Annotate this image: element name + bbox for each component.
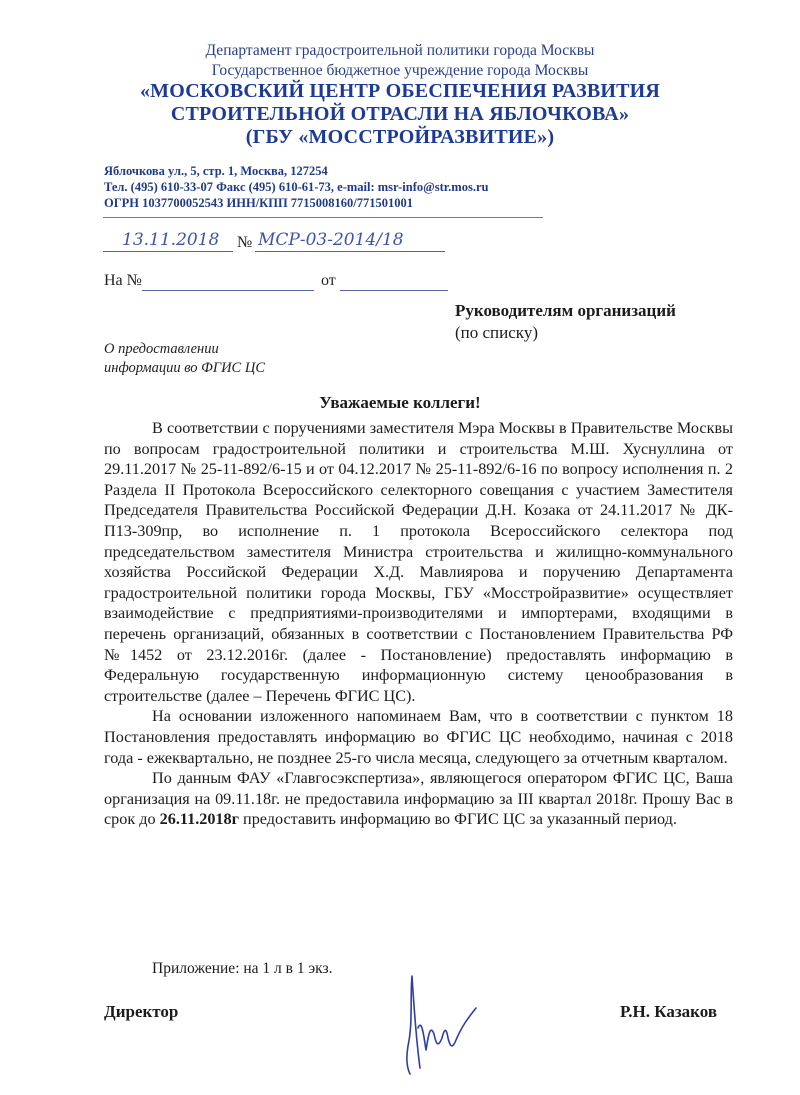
appendix-note: Приложение: на 1 л в 1 экз. <box>152 960 333 977</box>
reply-number-underline <box>142 290 314 291</box>
greeting: Уважаемые коллеги! <box>319 393 481 412</box>
body-paragraph-1: В соответствии с поручениями заместителя Мэра Москвы в Правительстве Москвы по вопросам градостроительной политики и строительства М.Ш. Хуснуллина от 29.11.2017 № 25-11-892/6-15 и от 04.12.2017 № 25-11-892/6-16 по вопросу исполнения п. 2 Раздела II Протокола Всероссийского селекторного совещания с участием Заместителя Председателя Правительства Российской Федерации Д.Н. Козака от 24.11.2017 № ДК-П13-309пр, во исполнение п. 1 протокола Всероссийского селектора под председательством заместителя Министра строительства и жилищно-коммунального хозяйства Российской Федерации Х.Д. Мавлиярова и поручению Департамента градостроительной политики города Москвы, ГБУ «Мосстройразвитие» осуществляет взаимодействие с предприятиями-производителями и импортерами, входящими в перечень организаций, обязанных в соответствии с Постановлением Правительства РФ №1452 от 23.12.2016г. (далее - Постановление) предоставлять информацию в Федеральную государственную информационную систему ценообразования в строительстве (далее – Перечень ФГИС ЦС). <box>104 419 733 705</box>
body-paragraph-3-start: По данным ФАУ «Главгосэкспертиза», являющегося оператором ФГИС ЦС, Ваша организация на 09.11.18г. не предоставила информацию за III квартал 2018г. Прошу Вас в срок до <box>104 769 733 829</box>
body-paragraph-3-end: предоставить информацию во ФГИС ЦС за указанный период. <box>238 810 677 829</box>
number-label: № <box>237 234 253 251</box>
letterhead-divider <box>103 217 543 218</box>
number-underline <box>255 251 445 252</box>
org-address: Яблочкова ул., 5, стр. 1, Москва, 127254 <box>104 164 328 178</box>
org-phones: Тел. (495) 610-33-07 Факс (495) 610-61-73, e-mail: msr-info@str.mos.ru <box>104 180 489 194</box>
registration-number: МСР-03-2014/18 <box>258 230 404 250</box>
subject <box>104 340 265 378</box>
registration-date: 13.11.2018 <box>122 230 220 250</box>
org-name-line-2: СТРОИТЕЛЬНОЙ ОТРАСЛИ НА ЯБЛОЧКОВА» <box>170 103 630 125</box>
reply-date-underline <box>340 290 448 291</box>
body-paragraph-3 <box>104 768 733 830</box>
addressee-line-1: Руководителям организаций <box>455 301 676 320</box>
addressee-line-2: (по списку) <box>455 323 538 342</box>
subject-line-2: информации во ФГИС ЦС <box>104 360 266 376</box>
date-underline <box>103 251 233 252</box>
signature-stroke <box>407 976 476 1074</box>
subject-line-1: О предоставлении <box>104 341 219 357</box>
department-line: Департамент градостроительной политики города Москвы <box>205 42 595 59</box>
body-paragraph-2: На основании изложенного напоминаем Вам, что в соответствии с пунктом 18 Постановления предоставлять информацию во ФГИС ЦС необходимо, начиная с 2018 года - ежеквартально, не позднее 25-го числа месяца, следующего за отчетным кварталом. <box>104 707 733 767</box>
deadline-date: 26.11.2018г <box>159 810 239 829</box>
signatory-title: Директор <box>104 1002 179 1021</box>
org-short-name: (ГБУ «МОССТРОЙРАЗВИТИЕ») <box>245 126 555 148</box>
letter-body <box>104 418 733 830</box>
reply-date-label: от <box>321 272 336 289</box>
org-registry: ОГРН 1037700052543 ИНН/КПП 7715008160/771501001 <box>104 196 414 210</box>
reply-number-label: На № <box>104 272 142 289</box>
signatory-name: Р.Н. Казаков <box>620 1002 717 1021</box>
institution-type-line: Государственное бюджетное учреждение города Москвы <box>211 62 589 79</box>
org-name-line-1: «МОСКОВСКИЙ ЦЕНТР ОБЕСПЕЧЕНИЯ РАЗВИТИЯ <box>139 80 661 102</box>
handwritten-signature <box>398 968 488 1078</box>
